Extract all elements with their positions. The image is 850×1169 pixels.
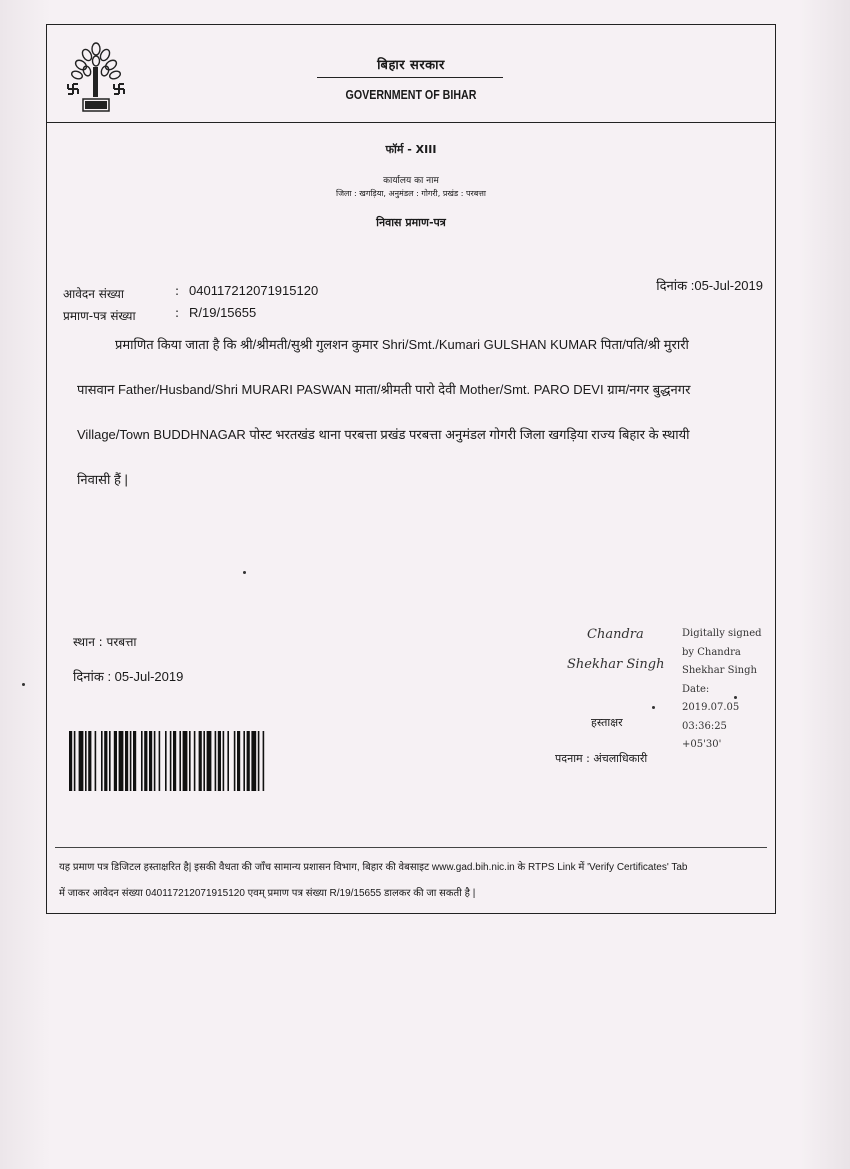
- issue-date: दिनांक : 05-Jul-2019: [73, 669, 184, 684]
- footer-line-1: यह प्रमाण पत्र डिजिटल हस्ताक्षरित है| इसकी वैधता की जाँच सामान्य प्रशासन विभाग, बिहार की वेबसाइट www.gad.bih.nic.in के RTPS Link में 'Verify Certificates' Tab: [59, 862, 688, 873]
- barcode-bar: [133, 731, 136, 791]
- barcode-bar: [263, 731, 265, 791]
- certificate-date: दिनांक :05-Jul-2019: [656, 278, 763, 293]
- barcode-bar: [144, 731, 147, 791]
- body-line-3: Village/Town BUDDHNAGAR पोस्ट भरतखंड थाना परबत्ता प्रखंड परबत्ता अनुमंडल गोगरी जिला खगड़िया राज्य बिहार के स्थायी: [77, 427, 690, 442]
- barcode-bar: [215, 731, 217, 791]
- barcode-bar: [170, 731, 172, 791]
- header-divider: [317, 77, 503, 78]
- barcode-bar: [125, 731, 128, 791]
- barcode-bar: [243, 731, 245, 791]
- application-number-value: 040117212071915120: [189, 283, 319, 298]
- paper-speck: [734, 696, 737, 699]
- barcode-bar: [149, 731, 152, 791]
- barcode-bar: [218, 731, 221, 791]
- paper-speck: [652, 706, 655, 709]
- body-line-4: निवासी हैं |: [77, 472, 128, 487]
- barcode-bar: [69, 731, 72, 791]
- barcode-bar: [258, 731, 260, 791]
- certificate-frame: [46, 24, 776, 914]
- barcode-bar: [234, 731, 236, 791]
- barcode-bar: [194, 731, 196, 791]
- certificate-number-value: R/19/15655: [189, 305, 257, 320]
- footer-line-2: में जाकर आवेदन संख्या 040117212071915120 एवम् प्रमाण पत्र संख्या R/19/15655 डालकर की जा सकती है |: [59, 888, 476, 899]
- certificate-title: निवास प्रमाण-पत्र: [376, 216, 446, 229]
- barcode-bar: [207, 731, 212, 791]
- barcode-bar: [251, 731, 256, 791]
- barcode-bar: [114, 731, 117, 791]
- digital-signature-line: 2019.07.05: [682, 702, 740, 713]
- designation: पदनाम : अंचलाधिकारी: [555, 752, 648, 765]
- barcode-bar: [101, 731, 103, 791]
- barcode-bar: [88, 731, 91, 791]
- signature-name-line-2: Shekhar Singh: [567, 657, 665, 672]
- barcode-bar: [189, 731, 191, 791]
- bihar-emblem-icon: [63, 41, 129, 117]
- barcode: [69, 731, 337, 791]
- paper-speck: [243, 571, 246, 574]
- body-line-2: पासवान Father/Husband/Shri MURARI PASWAN माता/श्रीमती पारो देवी Mother/Smt. PARO DEVI ग्राम/नगर बुद्धनगर: [77, 382, 691, 397]
- barcode-bar: [109, 731, 111, 791]
- barcode-bar: [79, 731, 84, 791]
- barcode-bar: [141, 731, 143, 791]
- issue-place: स्थान : परबत्ता: [73, 635, 137, 649]
- header-band: [47, 25, 775, 123]
- certificate-number-label: प्रमाण-पत्र संख्या: [63, 309, 136, 323]
- office-name-label: कार्यालय का नाम: [383, 176, 439, 186]
- digital-signature-line: by Chandra: [682, 646, 741, 658]
- barcode-bar: [227, 731, 229, 791]
- barcode-bar: [199, 731, 202, 791]
- government-title-english: GOVERNMENT OF BIHAR: [345, 87, 477, 102]
- signature-label: हस्ताक्षर: [591, 716, 623, 729]
- barcode-bar: [154, 731, 156, 791]
- barcode-bar: [247, 731, 250, 791]
- barcode-bar: [85, 731, 87, 791]
- footer-divider: [55, 847, 767, 848]
- barcode-bar: [165, 731, 167, 791]
- barcode-bar: [119, 731, 124, 791]
- barcode-bar: [173, 731, 176, 791]
- digital-signature-block: [682, 625, 772, 755]
- digital-signature-line: Digitally signed: [682, 628, 762, 639]
- barcode-bar: [179, 731, 181, 791]
- barcode-bar: [203, 731, 205, 791]
- paper-speck: [22, 683, 25, 686]
- signature-name-line-1: Chandra: [587, 627, 644, 642]
- office-location: जिला : खगड़िया, अनुमंडल : गोगरी, प्रखंड : परबत्ता: [336, 189, 486, 198]
- application-colon: :: [175, 284, 180, 298]
- barcode-bar: [237, 731, 240, 791]
- digital-signature-line: Date:: [682, 683, 710, 695]
- government-title-hindi: बिहार सरकार: [377, 58, 445, 73]
- application-number-label: आवेदन संख्या: [63, 287, 124, 301]
- barcode-bar: [95, 731, 97, 791]
- barcode-bar: [104, 731, 107, 791]
- form-number: फॉर्म - XIII: [385, 143, 437, 156]
- barcode-bar: [223, 731, 225, 791]
- body-line-1: प्रमाणित किया जाता है कि श्री/श्रीमती/सुश्री गुलशन कुमार Shri/Smt./Kumari GULSHAN KUMAR पिता/पति/श्री मुरारी: [115, 337, 689, 352]
- digital-signature-line: +05'30': [682, 739, 722, 750]
- barcode-bar: [74, 731, 76, 791]
- certificate-colon: :: [175, 306, 180, 320]
- digital-signature-line: 03:36:25: [682, 720, 727, 732]
- digital-signature-line: Shekhar Singh: [682, 665, 757, 676]
- barcode-bar: [183, 731, 188, 791]
- barcode-bar: [130, 731, 132, 791]
- barcode-bar: [159, 731, 161, 791]
